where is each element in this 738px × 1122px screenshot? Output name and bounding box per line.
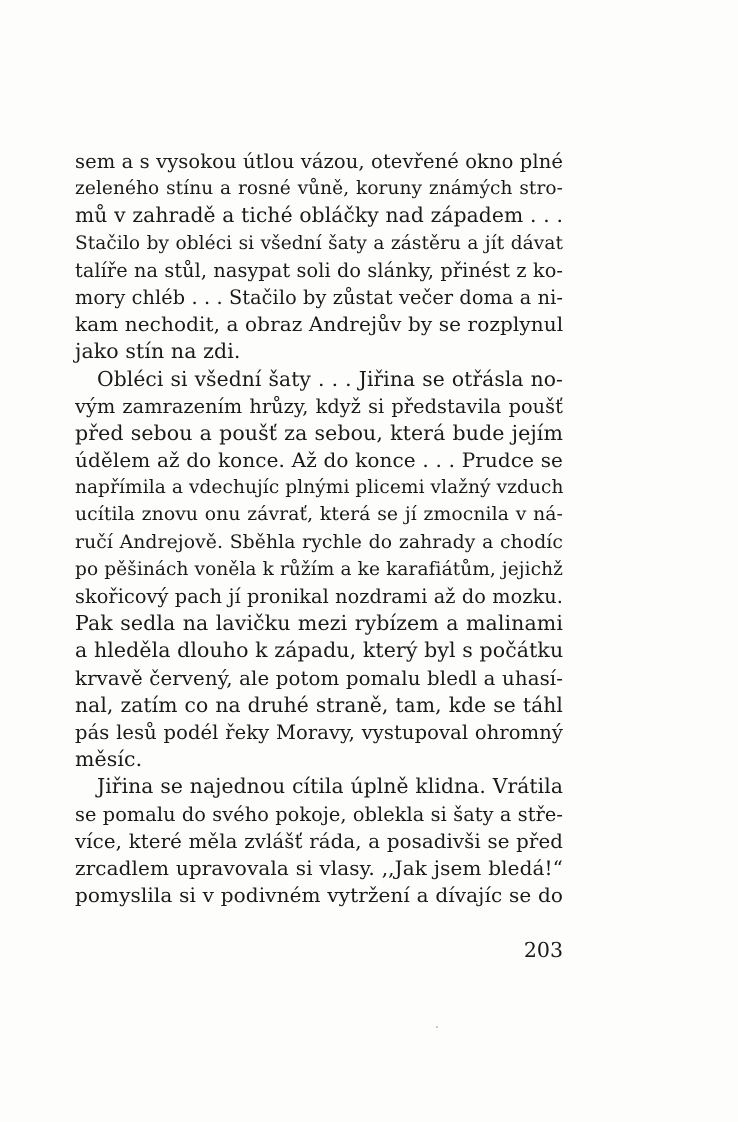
- text-line: měsíc.: [75, 747, 143, 772]
- text-line: před sebou a poušť za sebou, která bude jejím: [75, 420, 563, 445]
- text-line: pomyslila si v podivném vytržení a dívajíc se do: [75, 883, 563, 908]
- text-line: a hleděla dlouho k západu, který byl s počátku: [75, 638, 564, 663]
- text-line: talíře na stůl, nasypat soli do slánky, přinést z ko-: [75, 258, 563, 282]
- text-line: napřímila a vdechujíc plnými plicemi vlažný vzduch: [75, 477, 564, 499]
- text-line: mory chléb . . . Stačilo by zůstat večer doma a ni-: [75, 285, 563, 309]
- text-line: jako stín na zdi.: [75, 339, 241, 364]
- text-line: krvavě červený, ale potom pomalu bledl a uhasí-: [75, 666, 563, 690]
- paper-speck: [436, 1026, 438, 1028]
- text-line: Obléci si všední šaty . . . Jiřina se otřásla no-: [97, 366, 563, 391]
- text-line: Jiřina se najednou cítila úplně klidna. Vrátila: [97, 774, 563, 799]
- text-line: Pak sedla na lavičku mezi rybízem a malinami: [75, 611, 563, 636]
- text-line: nal, zatím co na druhé straně, tam, kde se táhl: [75, 692, 563, 717]
- text-line: vým zamrazením hrůzy, když si představila poušť: [75, 394, 563, 418]
- page-number: 203: [523, 938, 563, 962]
- text-line: pás lesů podél řeky Moravy, vystupoval ohromný: [75, 720, 563, 744]
- text-line: ucítila znovu onu závrať, která se jí zmocnila v ná-: [75, 504, 563, 526]
- text-line: mů v zahradě a tiché obláčky nad západem . . .: [75, 203, 563, 228]
- text-line: sem a s vysokou útlou vázou, otevřené okno plné: [75, 150, 563, 173]
- text-line: zrcadlem upravovala si vlasy. ,,Jak jsem bledá!“: [75, 855, 563, 880]
- text-line: více, které měla zvlášť ráda, a posadivši se před: [75, 829, 563, 853]
- text-line: údělem až do konce. Až do konce . . . Prudce se: [75, 448, 563, 473]
- text-line: Stačilo by obléci si všední šaty a zástěru a jít dávat: [75, 232, 563, 254]
- text-line: ručí Andrejově. Sběhla rychle do zahrady a chodíc: [75, 531, 563, 553]
- text-line: skořicový pach jí pronikal nozdrami až do mozku.: [75, 585, 563, 608]
- text-line: zeleného stínu a rosné vůně, koruny známých stro-: [75, 178, 563, 200]
- text-line: se pomalu do svého pokoje, oblekla si šaty a stře-: [75, 802, 563, 826]
- body-text: [75, 148, 563, 909]
- text-line: kam nechodit, a obraz Andrejův by se rozplynul: [75, 312, 564, 337]
- text-line: po pěšinách voněla k růžím a ke karafiátům, jejichž: [75, 558, 563, 580]
